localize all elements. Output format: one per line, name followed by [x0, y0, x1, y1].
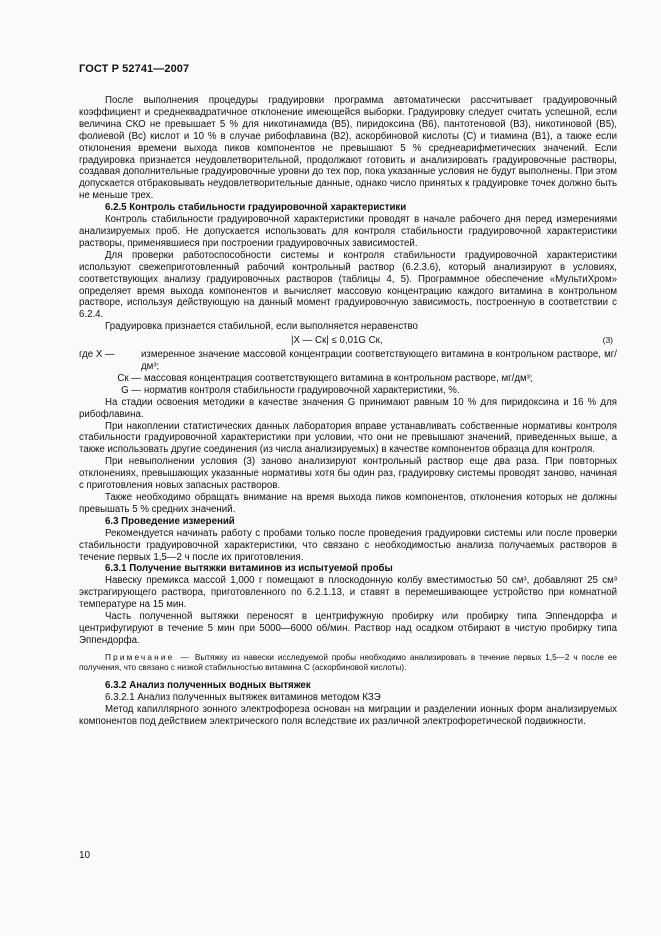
document-body	[79, 95, 617, 727]
document-header: ГОСТ Р 52741—2007	[79, 63, 190, 75]
definition-text: массовая концентрация соответствующего витамина в контрольном растворе, мг/дм³;	[144, 372, 533, 384]
paragraph: Навеску премикса массой 1,000 г помещают в плоскодонную колбу вместимостью 50 см³, добавляют 25 см³ экстрагирующего раствора, приготовленного по 6.2.1.13, и ставят в перемешивающее устройство при комнатной температуре на 15 мин.	[79, 575, 617, 611]
section-heading-6-3: 6.3 Проведение измерений	[105, 515, 235, 527]
section-heading-6-2-5: 6.2.5 Контроль стабильности градуировочной характеристики	[105, 202, 407, 214]
paragraph: Часть полученной вытяжки переносят в центрифужную пробирку или пробирку типа Эппендорфа и центрифугируют в течение 5 мин при 5000—6000 об/мин. Раствор над осадком отбирают в чистую пробирку типа Эппендорфа.	[79, 611, 617, 646]
section-heading-6-3-2: 6.3.2 Анализ полученных водных вытяжек	[105, 679, 311, 691]
subsection-heading-6-3-2-1: 6.3.2.1 Анализ полученных вытяжек витаминов методом КЗЭ	[105, 691, 381, 703]
paragraph: Контроль стабильности градуировочной характеристики проводят в начале рабочего дня перед измерениями анализируемых проб. Не допускается использовать для контроля стабильности градуировочной характеристики растворы, применявшиеся при построении градуировочных зависимостей.	[79, 214, 617, 249]
definition-symbol: G —	[121, 384, 141, 396]
paragraph: Градуировка признается стабильной, если выполняется неравенство	[105, 321, 418, 333]
definition-text: норматив контроля стабильности градуировочной характеристики, %.	[144, 384, 460, 396]
definition-symbol: где X —	[79, 349, 115, 361]
paragraph: Рекомендуется начинать работу с пробами только после проведения градуировки системы или после проверки стабильности градуировочной характеристики, что связано с необходимостью анализа получаемых растворов в течение первых 1,5—2 ч после их приготовления.	[79, 527, 617, 563]
definition-x	[79, 349, 617, 373]
section-heading-6-3-1: 6.3.1 Получение вытяжки витаминов из испытуемой пробы	[105, 563, 393, 575]
paragraph: Также необходимо обращать внимание на время выхода пиков компонентов, отклонения которых не должны превышать 5 % средних значений.	[79, 492, 617, 515]
note-text: Вытяжку из навески исследуемой пробы необходимо анализировать в течение первых 1,5—2 ч после ее получения, что связано с низкой стабильностью витамина С (аскорбиновой кислоты).	[79, 652, 617, 673]
paragraph: При накоплении статистических данных лаборатория вправе устанавливать собственные нормативы контроля стабильности градуировочной характеристики при условии, что они не превышают значений, приведенных выше, а также использовать другие соединения (из числа анализируемых) в качестве компонентов образца для контроля.	[79, 420, 617, 456]
note	[79, 653, 617, 674]
paragraph: На стадии освоения методики в качестве значения G принимают равным 10 % для пиридоксина и 16 % для рибофлавина.	[79, 396, 617, 420]
definition-text: измеренное значение массовой концентрации соответствующего витамина в контрольном растворе, мг/дм³;	[141, 349, 617, 373]
paragraph: Для проверки работоспособности системы и контроля стабильности градуировочной характеристики используют свежеприготовленный рабочий контрольный раствор (6.2.3.6), который анализируют в условиях, соответствующих анализу градуировочных растворов (таблицы 4, 5). Программное обеспечение «МультиХром» определяет время выхода компонентов и вычисляет массовую концентрацию каждого витамина в контрольном растворе, используя действующую на данный момент градуировочную зависимость, построенную в соответствии с 6.2.4.	[79, 249, 617, 321]
formula-3	[79, 335, 617, 348]
paragraph: Метод капиллярного зонного электрофореза основан на миграции и разделении ионных форм анализируемых компонентов под действием электрического поля вследствие их различной электрофоретической подвижности.	[79, 703, 617, 727]
definition-ck	[79, 373, 617, 385]
note-label: Примечание —	[105, 652, 191, 662]
paragraph: При невыполнении условия (3) заново анализируют контрольный раствор еще два раза. При повторных отклонениях, превышающих указанные нормативы хотя бы один раз, градуировку системы проводят заново, начиная с приготовления новых запасных растворов.	[79, 456, 617, 492]
definition-symbol: Cк —	[117, 372, 141, 384]
formula-number: (3)	[602, 335, 613, 346]
page-number: 10	[79, 850, 91, 861]
paragraph: После выполнения процедуры градуировки программа автоматически рассчитывает градуировочный коэффициент и среднеквадратичное отклонение имеющейся выборки. Градуировку следует считать успешной, если величина СКО не превышает 5 % для никотинамида (B5), пиридоксина (B6), пантотеновой (B3), никотиновой (B5), фолиевой (Bc) кислот и 10 % в случае рибофлавина (B2), аскорбиновой кислоты (С) и тиамина (B1), а также если отклонения времени выхода пиков компонентов не превышают 5 % среднеарифметических значений. Если градуировка признается неудовлетворительной, продолжают готовить и анализировать градуировочные растворы, создавая дополнительные градуировочные уровни до тех пор, пока указанные условия не будут выполнены. При этом допускается отбраковывать неудовлетворительные данные, однако число принятых к градуировке точек должно быть не меньше трех.	[79, 95, 617, 202]
definition-g	[79, 385, 617, 397]
formula-expression: |X — Cк| ≤ 0,01G Cк,	[291, 335, 383, 347]
